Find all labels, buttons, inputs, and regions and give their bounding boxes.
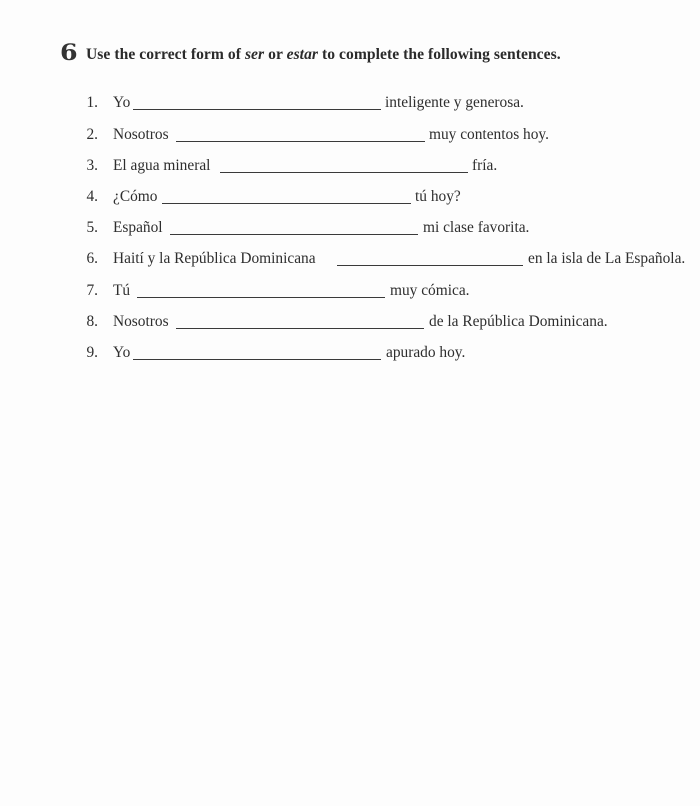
sentence-start: Yo (113, 94, 131, 111)
sentence-end: apurado hoy. (386, 344, 466, 361)
answer-blank-5[interactable] (170, 234, 418, 235)
sentence-start: Tú (113, 282, 131, 299)
sentence-end: en la isla de La Española. (528, 250, 686, 267)
item-number: 7. (86, 282, 98, 299)
sentence-end: de la República Dominicana. (429, 313, 608, 330)
instruction-or: or (264, 46, 287, 63)
answer-blank-2[interactable] (176, 141, 425, 142)
instruction-ser: ser (244, 46, 265, 63)
answer-blank-6[interactable] (337, 265, 523, 266)
item-number: 4. (86, 188, 98, 205)
item-number: 2. (86, 126, 98, 143)
item-number: 3. (86, 157, 98, 174)
sentence-end: inteligente y generosa. (385, 94, 524, 111)
sentence-start: ¿Cómo (113, 188, 158, 205)
sentence-end: tú hoy? (415, 188, 461, 205)
sentence-end: muy contentos hoy. (429, 126, 549, 143)
item-number: 5. (86, 219, 98, 236)
answer-blank-1[interactable] (133, 109, 381, 110)
instruction-text-end: to complete the following sentences. (318, 46, 561, 63)
sentence-start: El agua mineral (113, 157, 211, 174)
sentence-end: muy cómica. (390, 282, 470, 299)
item-number: 1. (86, 94, 98, 111)
answer-blank-8[interactable] (176, 328, 424, 329)
sentence-end: fría. (472, 157, 498, 174)
sentence-start: Haití y la República Dominicana (113, 250, 316, 267)
answer-blank-9[interactable] (133, 359, 381, 360)
sentence-start: Nosotros (113, 126, 169, 143)
answer-blank-3[interactable] (220, 172, 468, 173)
item-number: 9. (86, 344, 98, 361)
sentence-start: Yo (113, 344, 131, 361)
sentence-start: Español (113, 219, 163, 236)
answer-blank-7[interactable] (137, 297, 385, 298)
exercise-number: 6 (60, 40, 78, 66)
sentence-end: mi clase favorita. (423, 219, 530, 236)
item-number: 8. (86, 313, 98, 330)
item-number: 6. (86, 250, 98, 267)
exercise-instruction (60, 39, 561, 65)
sentence-start: Nosotros (113, 313, 169, 330)
answer-blank-4[interactable] (162, 203, 411, 204)
instruction-text-start: Use the correct form of (86, 46, 245, 63)
instruction-estar: estar (286, 46, 319, 63)
